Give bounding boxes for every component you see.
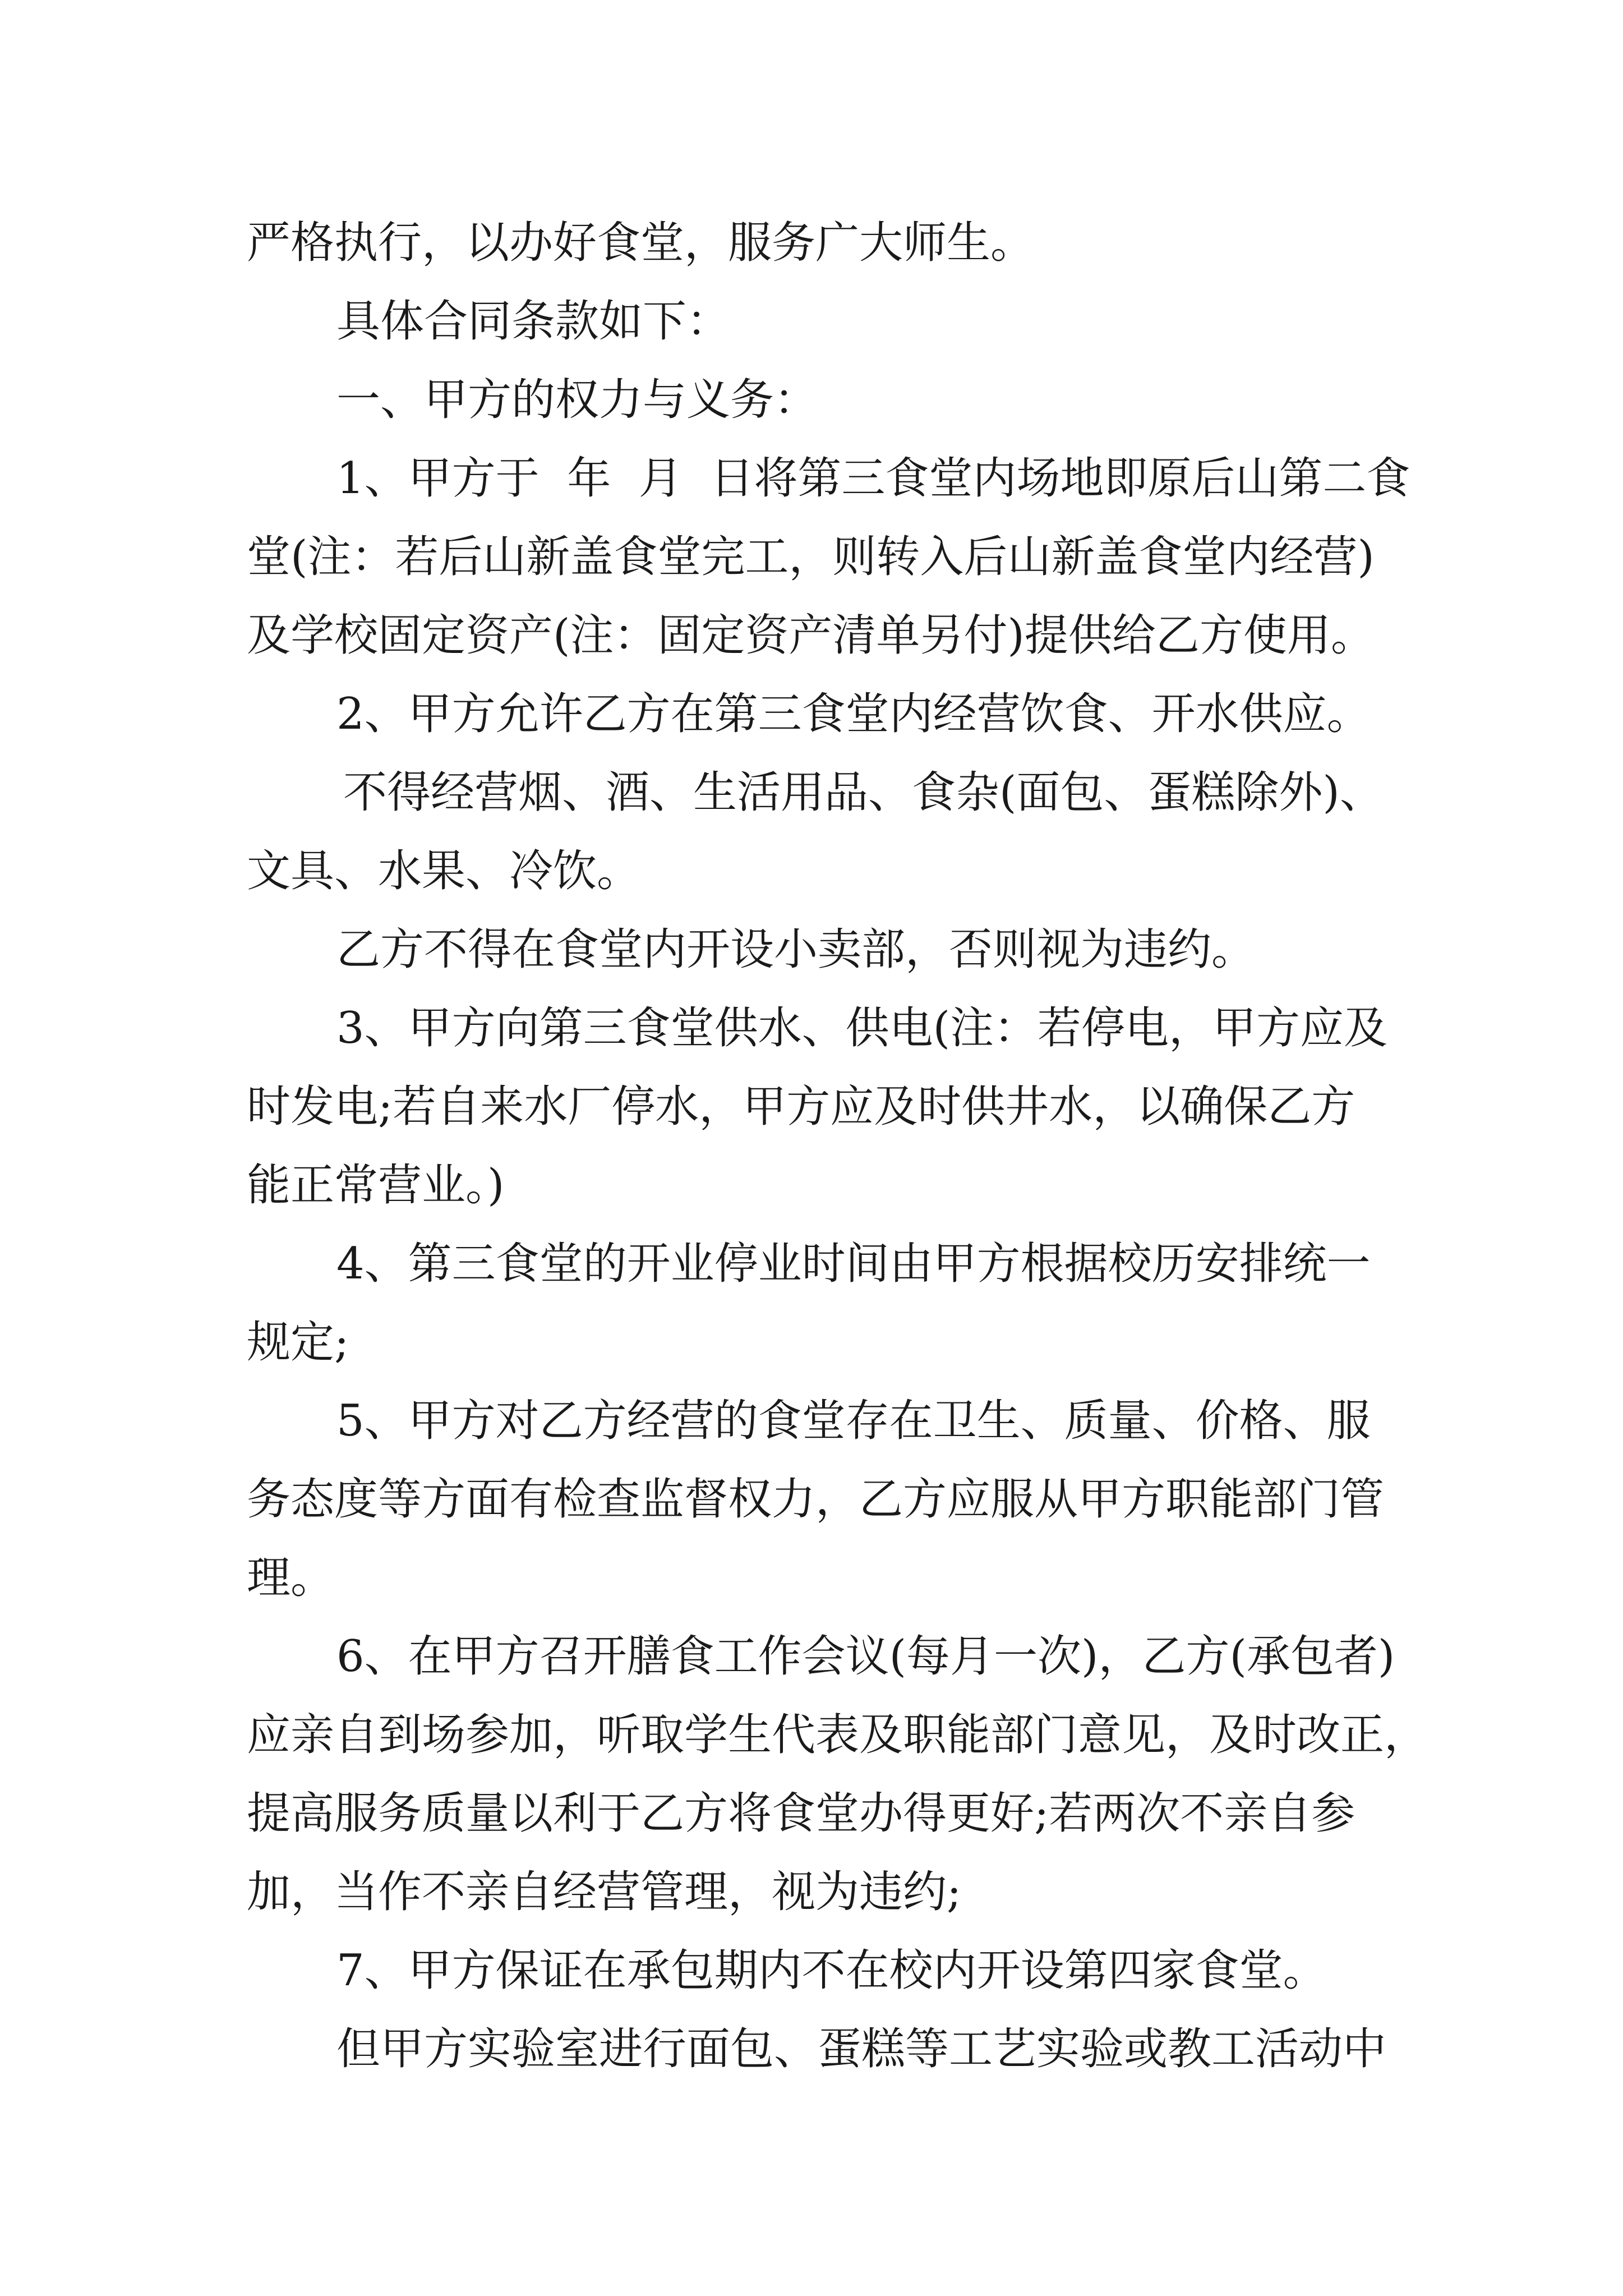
text-line-20: 应亲自到场参加，听取学生代表及职能部门意见，及时改正， [247,1710,1428,1760]
text-line-2: 具体合同条款如下： [336,296,731,347]
text-line-18: 理。 [247,1553,335,1603]
text-line-19: 6、在甲方召开膳食工作会议(每月一次)，乙方(承包者) [336,1631,1395,1682]
text-line-21: 提高服务质量以利于乙方将食堂办得更好;若两次不亲自参 [247,1788,1355,1839]
text-line-22: 加，当作不亲自经营管理，视为违约; [247,1867,962,1917]
text-line-14: 4、第三食堂的开业停业时间由甲方根据校历安排统一 [336,1239,1371,1289]
text-line-1: 严格执行，以办好食堂，服务广大师生。 [247,218,1035,268]
text-line-23: 7、甲方保证在承包期内不在校内开设第四家食堂。 [336,1945,1327,1996]
text-line-12: 时发电;若自来水厂停水，甲方应及时供井水，以确保乙方 [247,1082,1355,1132]
text-line-15: 规定; [247,1317,349,1368]
text-line-11: 3、甲方向第三食堂供水、供电(注：若停电，甲方应及 [336,1003,1388,1053]
text-line-16: 5、甲方对乙方经营的食堂存在卫生、质量、价格、服 [336,1396,1371,1446]
text-line-24: 但甲方实验室进行面包、蛋糕等工艺实验或教工活动中 [336,2024,1387,2074]
text-line-17: 务态度等方面有检查监督权力，乙方应服从甲方职能部门管 [247,1474,1385,1525]
section-heading-1: 一、甲方的权力与义务： [336,375,818,425]
text-line-10: 乙方不得在食堂内开设小卖部，否则视为违约。 [336,924,1256,975]
text-line-8: 不得经营烟、酒、生活用品、食杂(面包、蛋糕除外)、 [343,767,1384,818]
text-line-9: 文具、水果、冷饮。 [247,846,641,896]
text-line-7: 2、甲方允许乙方在第三食堂内经营饮食、开水供应。 [336,689,1371,739]
text-line-6: 及学校固定资产(注：固定资产清单另付)提供给乙方使用。 [247,610,1375,661]
text-line-4: 1、甲方于 年 月 日将第三食堂内场地即原后山第二食 [336,453,1410,504]
text-line-5: 堂(注：若后山新盖食堂完工，则转入后山新盖食堂内经营) [247,532,1375,582]
text-line-13: 能正常营业。) [247,1160,505,1211]
